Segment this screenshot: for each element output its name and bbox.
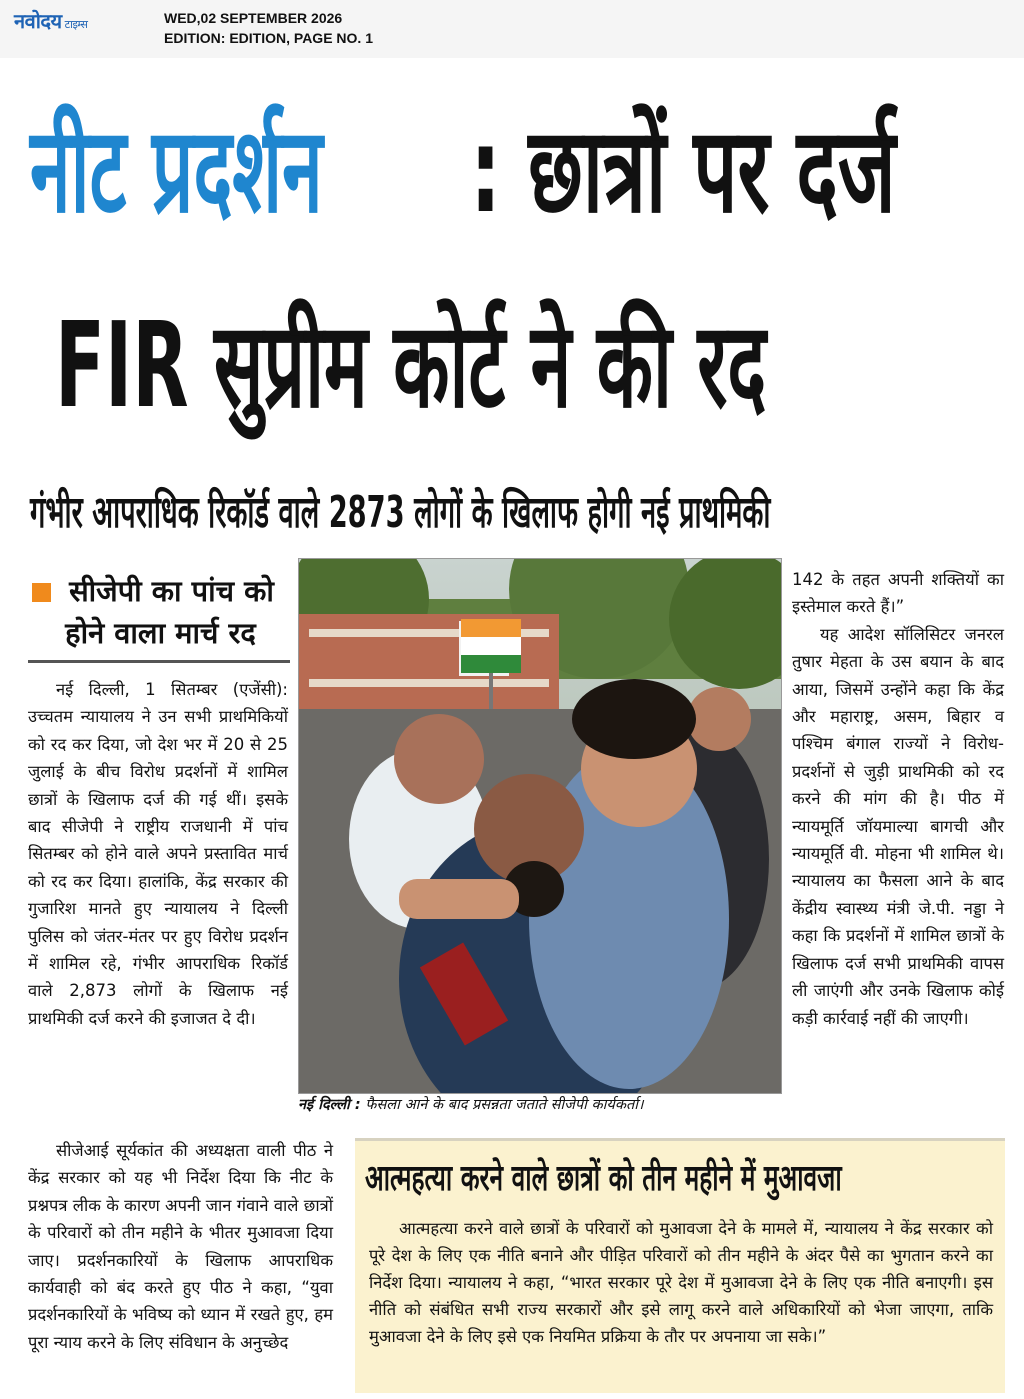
logo-main-text: नवोदय [14, 9, 62, 33]
newspaper-logo[interactable] [14, 8, 138, 34]
article-paragraph: सीजेआई सूर्यकांत की अध्यक्षता वाली पीठ ने केंद्र सरकार को यह भी निर्देश दिया कि नीट के प्रश्नपत्र लीक के कारण अपनी जान गंवाने वाले छात्रों के परिवारों को तीन महीने के भीतर मुआवजा दिया जाए। प्रदर्शनकारियों के खिलाफ आपराधिक कार्यवाही को बंद करते हुए पीठ ने कहा, “युवा प्रदर्शनकारियों के भविष्य को ध्यान में रखते हुए, हम पूरा न्याय करने के लिए संविधान के अनुच्छेद [28, 1141, 333, 1352]
logo-sub-text: टाइम्स [64, 18, 88, 31]
article-paragraph: नई दिल्ली, 1 सितम्बर (एजेंसी): उच्चतम न्यायालय ने उन सभी प्राथमिकियों को रद कर दिया, जो देश भर में 20 से 25 जुलाई के बीच विरोध प्रदर्शनों में शामिल छात्रों के खिलाफ दर्ज की गई थीं। इसके बाद सीजेपी ने राष्ट्रीय राजधानी में पांच सितम्बर को होने वाले अपने प्रस्तावित मार्च को रद कर दिया। हालांकि, केंद्र सरकार की गुजारिश मानते हुए न्यायालय ने दिल्ली पुलिस को जंतर-मंतर पर हुए विरोध प्रदर्शन में शामिल रहे, गंभीर आपराधिक रिकॉर्ड वाले 2,873 लोगों के खिलाफ नई प्राथमिकी दर्ज करने की इजाजत दे दी। [28, 680, 288, 1028]
photo-caption [298, 1092, 780, 1118]
headline-black-part: : छात्रों पर दर्ज [470, 101, 896, 239]
box-body [369, 1215, 993, 1350]
article-column-3 [792, 566, 1004, 1032]
article-paragraph: 142 के तहत अपनी शक्तियों का इस्तेमाल करते हैं।” [792, 570, 1004, 617]
box-headline-text: आत्महत्या करने वाले छात्रों को तीन महीने में मुआवजा [365, 1158, 842, 1199]
side-heading-line1: सीजेपी का पांच को [69, 574, 274, 608]
caption-place: नई दिल्ली : [298, 1097, 361, 1113]
news-photo[interactable] [298, 558, 782, 1094]
main-headline-line2 [0, 290, 1024, 440]
compensation-box [355, 1138, 1005, 1393]
caption-text: फैसला आने के बाद प्रसन्नता जताते सीजेपी कार्यकर्ता। [360, 1097, 644, 1113]
side-story-heading [28, 570, 293, 658]
box-paragraph: आत्महत्या करने वाले छात्रों के परिवारों को मुआवजा देने के मामले में, न्यायालय ने केंद्र सरकार को पूरे देश के लिए एक नीति बनाने और पीड़ित परिवारों को तीन महीने के अंदर पैसे का भुगतान करने का निर्देश दिया। न्यायालय ने कहा, “भारत सरकार पूरे देश में मुआवजा देने के लिए एक नीति बनाएगी। इस नीति को संबंधित सभी राज्य सरकारों और इसे लागू करने वाले अधिकारियों को भेजा जाएगा, ताकि मुआवजा देने के लिए इसे एक नियमित प्रक्रिया के तौर पर अपनाया जा सके।” [369, 1219, 993, 1346]
article-column-1-continued [28, 1137, 333, 1356]
headline-blue-part: नीट प्रदर्शन [30, 101, 323, 239]
main-headline-line1 [0, 90, 1024, 250]
news-photo-illustration [299, 559, 781, 1093]
headline-line2-text: FIR सुप्रीम कोर्ट ने की रद [55, 296, 767, 434]
sub-headline-text: गंभीर आपराधिक रिकॉर्ड वाले 2873 लोगों के खिलाफ होगी नई प्राथमिकी [30, 487, 771, 538]
article-column-1 [28, 676, 288, 1032]
edition-meta [164, 8, 373, 48]
date-line: WED,02 SEPTEMBER 2026 [164, 10, 343, 26]
heading-divider [28, 660, 290, 663]
article-paragraph: यह आदेश सॉलिसिटर जनरल तुषार मेहता के उस बयान के बाद आया, जिसमें उन्होंने कहा कि केंद्र और महाराष्ट्र, असम, बिहार व पश्चिम बंगाल राज्यों ने विरोध-प्रदर्शनों से जुड़ी प्राथमिकी को रद करने की मांग की है। पीठ में न्यायमूर्ति जॉयमाल्या बागची और न्यायमूर्ति वी. मोहना भी शामिल थे। न्यायालय का फैसला आने के बाद केंद्रीय स्वास्थ्य मंत्री जे.पी. नड्डा ने कहा कि प्रदर्शनों में शामिल छात्रों के खिलाफ दर्ज सभी प्राथमिकी वापस ली जाएंगी और उनके खिलाफ कोई कड़ी कार्रवाई नहीं की जाएगी। [792, 624, 1004, 1028]
epaper-header [0, 0, 1024, 59]
edition-line: EDITION: EDITION, PAGE NO. 1 [164, 30, 373, 46]
box-headline [365, 1149, 995, 1209]
side-heading-line2: होने वाला मार्च रद [65, 616, 256, 650]
